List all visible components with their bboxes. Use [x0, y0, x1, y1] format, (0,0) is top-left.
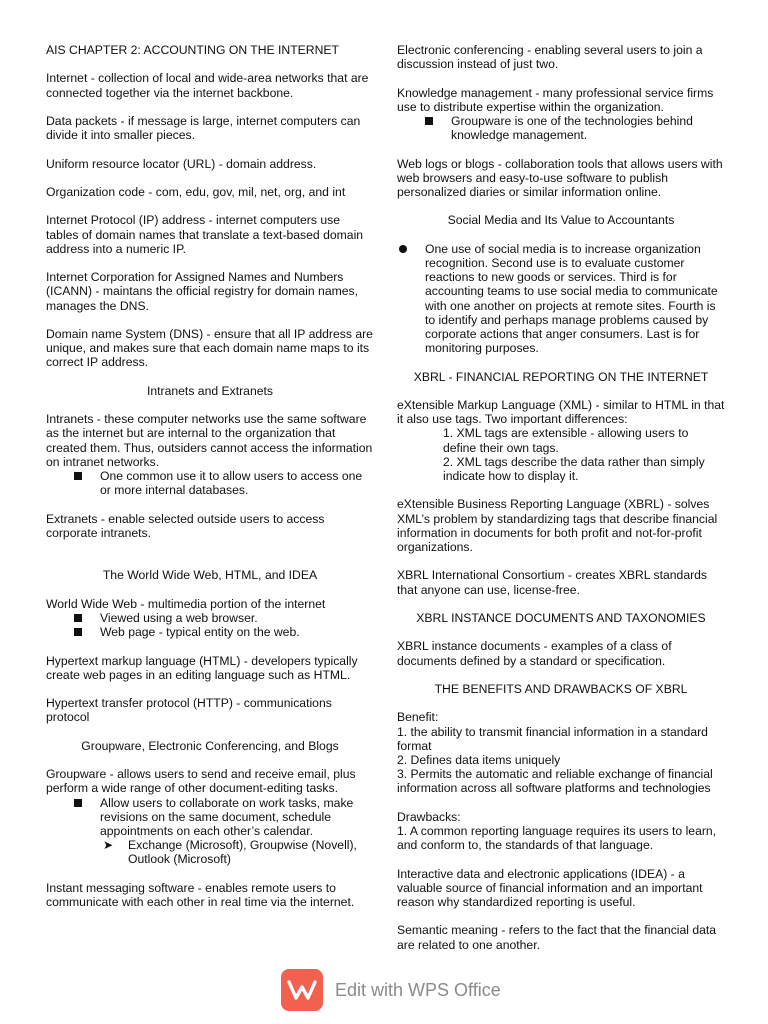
- bullet-item: Allow users to collaborate on work tasks, make revisions on the same document, schedule appointments on each other’s calendar.: [46, 796, 374, 839]
- benefit-item: 3. Permits the automatic and reliable exchange of financial information across all software platforms and technologies: [397, 767, 713, 796]
- paragraph-extranets: Extranets - enable selected outside users to access corporate intranets.: [46, 511, 325, 540]
- paragraph-electronic-conferencing: Electronic conferencing - enabling several users to join a discussion instead of just two.: [397, 43, 703, 72]
- xml-difference-1: 1. XML tags are extensible - allowing users to define their own tags.: [443, 426, 689, 455]
- dot-bullet-item: One use of social media is to increase organization recognition. Second use is to evaluate customer reactions to new goods or services. Third is for accounting teams to use social media to communicate with one another on projects at remote sites. Fourth is to identify and perhaps manage problems caused by corporate actions that anger consumers. Last is for monitoring purposes.: [397, 242, 725, 356]
- document-title: AIS CHAPTER 2: ACCOUNTING ON THE INTERNET: [46, 43, 339, 57]
- arrow-bullet-item: [46, 838, 374, 866]
- paragraph-icann: Internet Corporation for Assigned Names and Numbers (ICANN) - maintans the official registry for domain names, manages the DNS.: [46, 270, 359, 313]
- paragraph-groupware: Groupware - allows users to send and receive email, plus perform a wide range of other document-editing tasks.: [46, 767, 356, 796]
- social-media-list: [397, 242, 725, 356]
- paragraph-instance-documents: XBRL instance documents - examples of a class of documents defined by a standard or specification.: [397, 639, 672, 668]
- paragraph-world-wide-web: World Wide Web - multimedia portion of the internet: [46, 596, 326, 611]
- paragraph-data-packets: Data packets - if message is large, internet computers can divide it into smaller pieces.: [46, 113, 361, 143]
- www-bullet-list: [46, 611, 374, 639]
- wps-logo-icon: [281, 969, 323, 1011]
- bullet-item: Web page - typical entity on the web.: [46, 625, 374, 639]
- bullet-item: Groupware is one of the technologies behind knowledge management.: [397, 114, 725, 142]
- paragraph-url: Uniform resource locator (URL) - domain address.: [46, 156, 317, 171]
- intranets-bullet-list: [46, 469, 374, 497]
- paragraph-ip-address: Internet Protocol (IP) address - internet computers use tables of domain names that translate a text-based domain address into a numeric IP.: [46, 213, 364, 256]
- heading-groupware: Groupware, Electronic Conferencing, and Blogs: [81, 738, 339, 753]
- heading-world-wide-web: The World Wide Web, HTML, and IDEA: [102, 568, 318, 583]
- paragraph-instant-messaging: Instant messaging software - enables remote users to communicate with each other in real time via the internet.: [46, 880, 355, 909]
- paragraph-knowledge-management: Knowledge management - many professional service firms use to distribute expertise within the organization.: [397, 85, 714, 114]
- arrow-bullet-icon: ➤: [103, 838, 114, 853]
- xml-difference-2: 2. XML tags describe the data rather than simply indicate how to display it.: [443, 454, 705, 483]
- paragraph-xml: eXtensible Markup Language (XML) - similar to HTML in that it also use tags. Two important differences:: [397, 397, 725, 427]
- paragraph-idea: Interactive data and electronic applications (IDEA) - a valuable source of financial information and an important reason why standardized reporting is useful.: [397, 866, 703, 909]
- groupware-bullet-list: [46, 796, 374, 867]
- heading-social-media: Social Media and Its Value to Accountants: [447, 213, 675, 228]
- paragraph-semantic-meaning: Semantic meaning - refers to the fact that the financial data are related to one another.: [397, 923, 717, 952]
- bullet-item: One common use it to allow users to access one or more internal databases.: [46, 469, 374, 497]
- knowledge-bullet-list: [397, 114, 725, 142]
- heading-intranets-extranets: Intranets and Extranets: [146, 383, 273, 398]
- left-column: [46, 43, 374, 923]
- benefit-item: 1. the ability to transmit financial information in a standard format: [397, 724, 708, 753]
- paragraph-internet: Internet - collection of local and wide-area networks that are connected together via the internet backbone.: [46, 71, 369, 100]
- paragraph-blogs: Web logs or blogs - collaboration tools that allows users with web browsers and easy-to-use software to publish personalized diaries or similar information online.: [397, 156, 723, 199]
- heading-xbrl-instance-documents: XBRL INSTANCE DOCUMENTS AND TAXONOMIES: [416, 610, 706, 625]
- paragraph-xbrl-consortium: XBRL International Consortium - creates XBRL standards that anyone can use, license-free.: [397, 568, 708, 597]
- paragraph-dns: Domain name System (DNS) - ensure that all IP address are unique, and makes sure that each domain name maps to its correct IP address.: [46, 326, 373, 370]
- benefit-item: 2. Defines data items uniquely: [397, 752, 561, 767]
- heading-xbrl-financial-reporting: XBRL - FINANCIAL REPORTING ON THE INTERNET: [413, 369, 709, 384]
- heading-benefits-drawbacks: THE BENEFITS AND DRAWBACKS OF XBRL: [434, 681, 688, 696]
- paragraph-http: Hypertext transfer protocol (HTTP) - communications protocol: [46, 696, 332, 725]
- paragraph-xbrl: eXtensible Business Reporting Language (XBRL) - solves XML’s problem by standardizing tags that describe financial information in documents for both profit and not-for-profit organizations.: [397, 497, 718, 554]
- arrow-bullet-text: Exchange (Microsoft), Groupwise (Novell), Outlook (Microsoft): [128, 838, 357, 867]
- paragraph-html: Hypertext markup language (HTML) - developers typically create web pages in an editing language such as HTML.: [46, 653, 358, 682]
- drawbacks-title: Drawbacks:: [397, 809, 461, 824]
- bullet-item: Viewed using a web browser.: [46, 611, 374, 625]
- drawback-item: 1. A common reporting language requires its users to learn, and conform to, the standards of that language.: [397, 823, 717, 853]
- paragraph-organization-code: Organization code - com, edu, gov, mil, net, org, and int: [46, 184, 346, 199]
- benefits-title: Benefit:: [397, 710, 439, 725]
- wps-edit-banner[interactable]: [281, 969, 501, 1011]
- wps-edit-label[interactable]: Edit with WPS Office: [335, 979, 501, 1000]
- right-column: [397, 43, 725, 966]
- paragraph-intranets: Intranets - these computer networks use the same software as the internet but are internal to the organization that created them. Thus, outsiders cannot access the information on intranet networks.: [46, 412, 373, 469]
